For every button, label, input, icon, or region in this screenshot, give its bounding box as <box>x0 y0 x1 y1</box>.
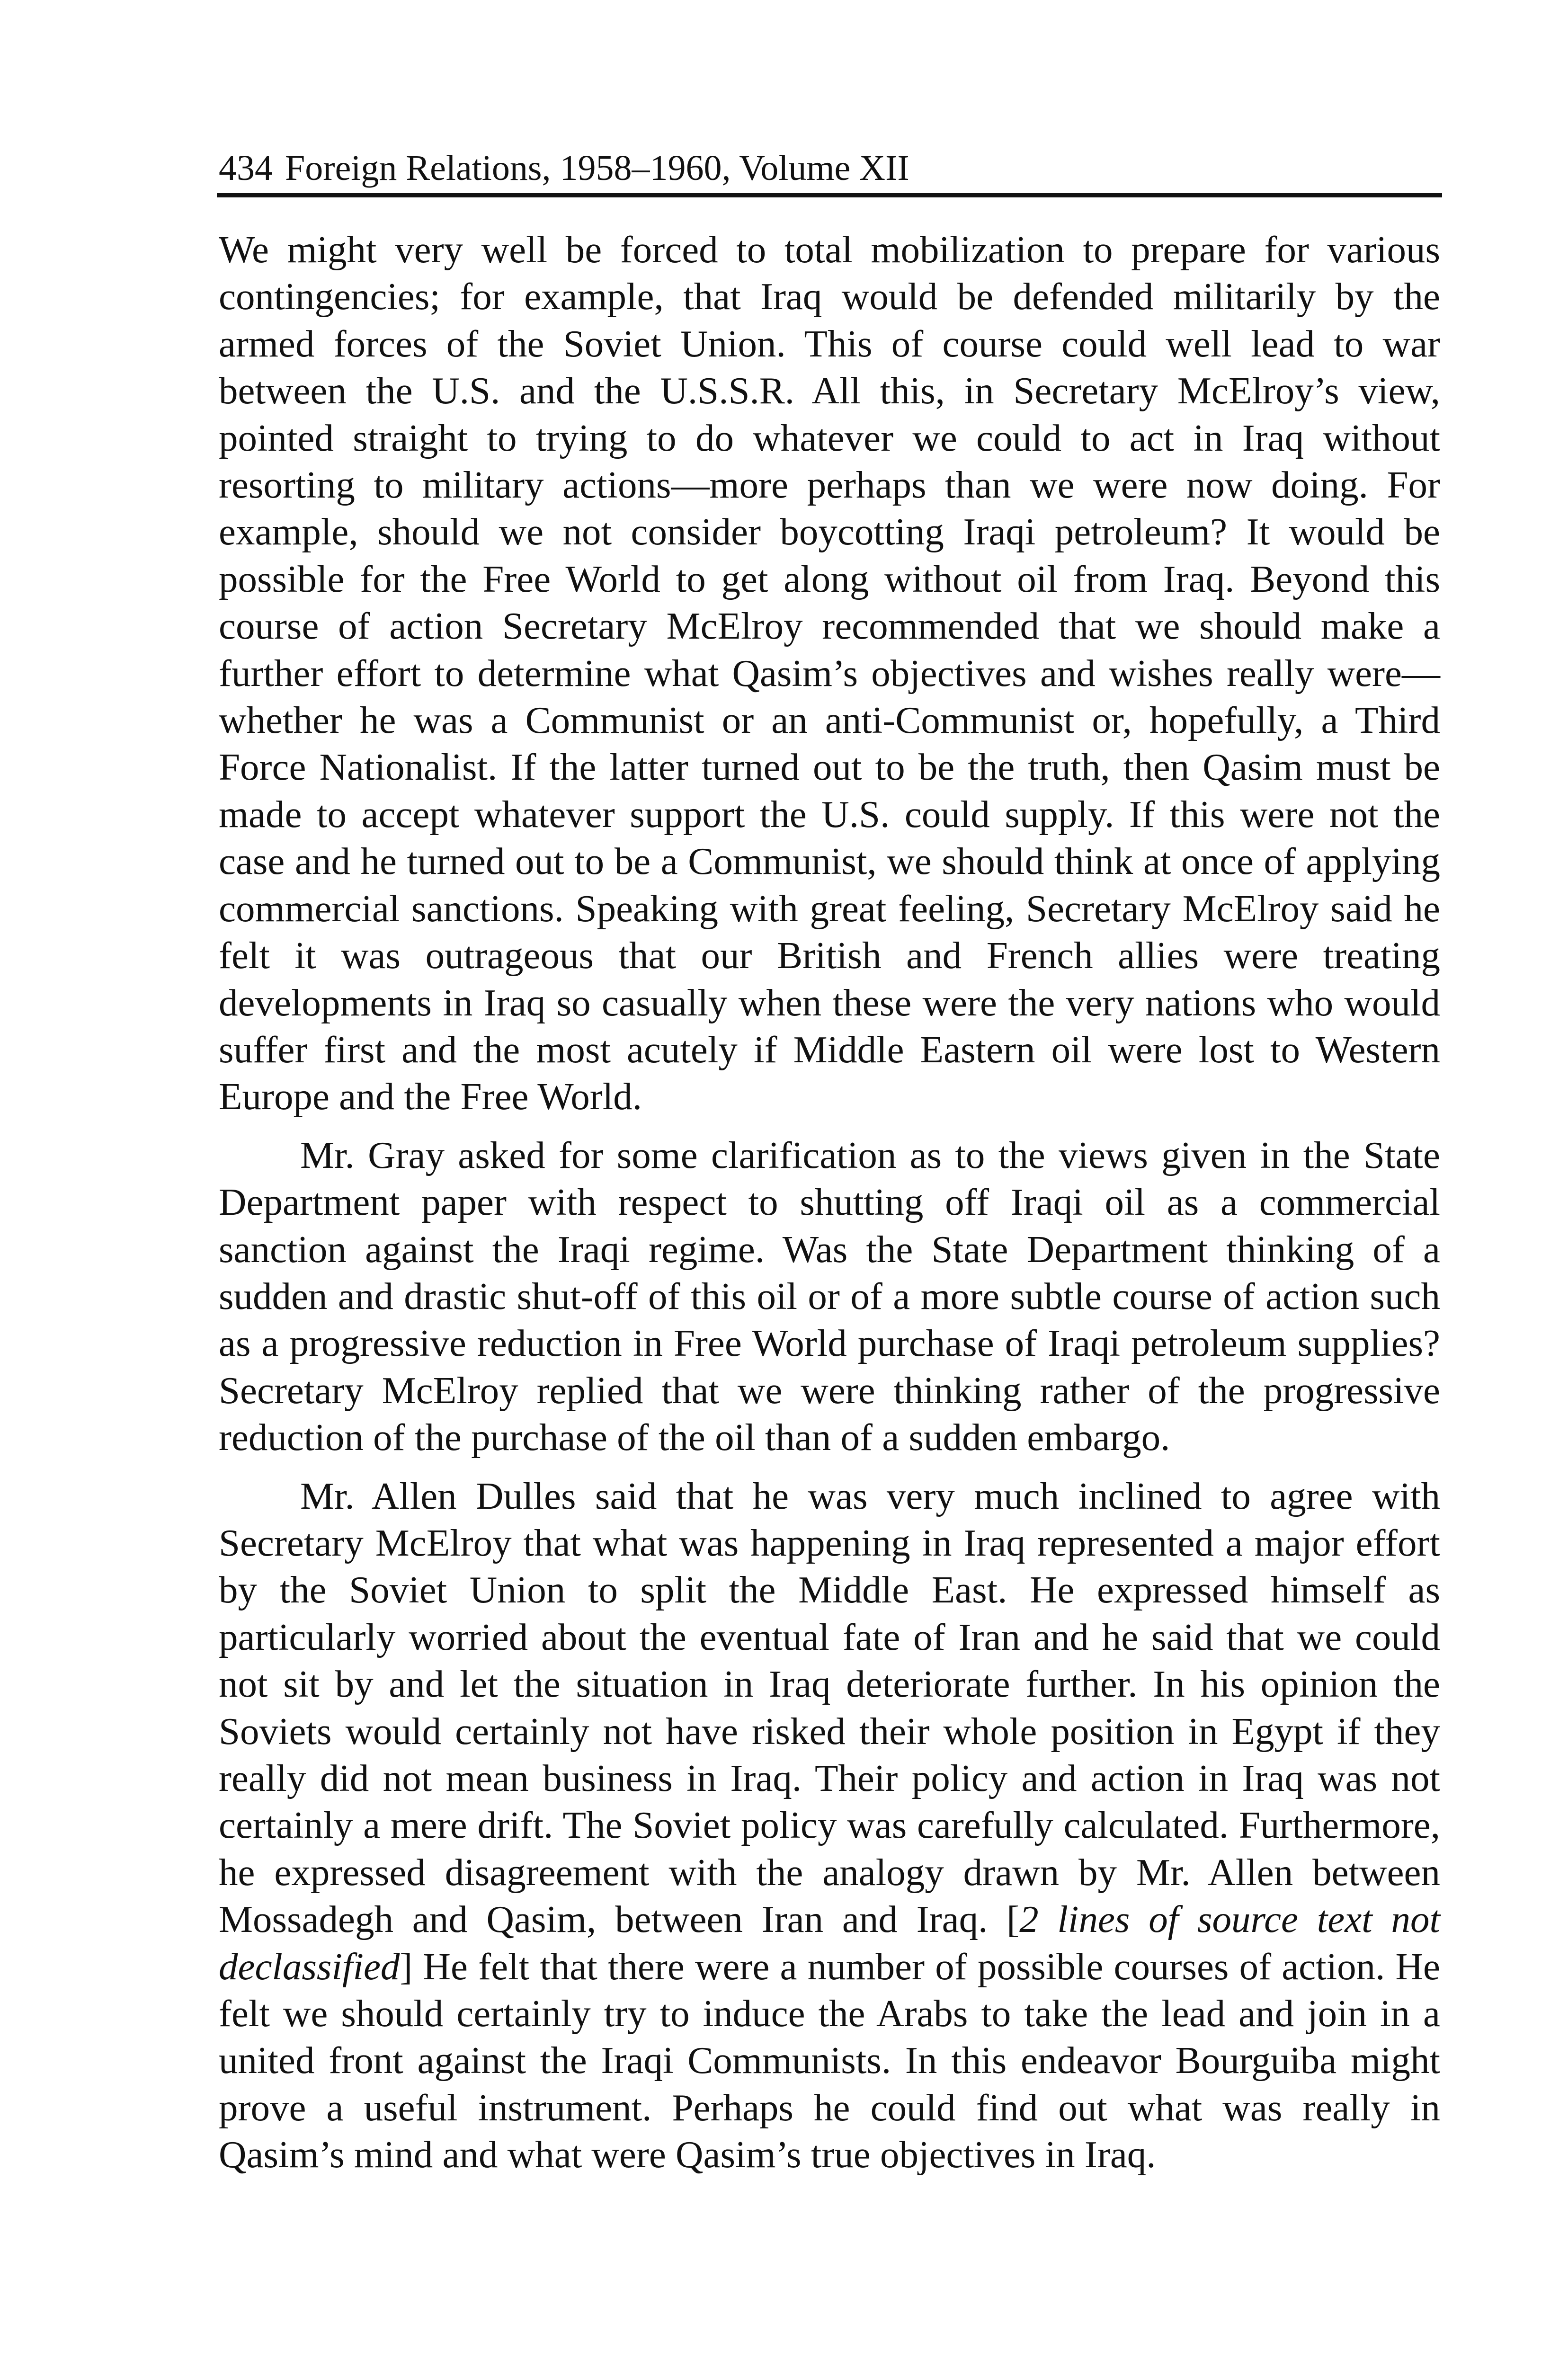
body-text <box>219 226 1440 2190</box>
running-head <box>219 142 1440 194</box>
page-number: 434 <box>219 148 273 188</box>
running-head-title: Foreign Relations, 1958–1960, Volume XII <box>285 148 909 188</box>
paragraph-dulles-text-after: ] He felt that there were a number of possible courses of action. He felt we should certainly try to induce the Arabs to take the lead and join in a united front against the Iraqi Communists. In this endeavor Bourguiba might prove a useful instrument. Perhaps he could find out what was really in Qasim’s mind and what were Qasim’s true objectives in Iraq. <box>219 1945 1440 2176</box>
paragraph-gray-question: Mr. Gray asked for some clarification as to the views given in the State Department paper with respect to shutting off Iraqi oil as a commercial sanction against the Iraqi regime. Was the State Department thinking of a sudden and drastic shut-off of this oil or of a more subtle course of action such as a progressive reduction in Free World purchase of Iraqi petroleum supplies? Secretary McElroy replied that we were thinking rather of the progressive reduction of the purchase of the oil than of a sudden embargo. <box>219 1133 1440 1459</box>
editorial-note: 2 lines of source text not declassified <box>219 1898 1440 1988</box>
paragraph-mcelroy-view: We might very well be forced to total mobilization to prepare for various contingencies; for example, that Iraq would be defended militarily by the armed forces of the Soviet Union. This of course could well lead to war between the U.S. and the U.S.S.R. All this, in Secretary McElroy’s view, pointed straight to trying to do whatever we could to act in Iraq without resorting to military actions—more perhaps than we were now doing. For example, should we not consider boycotting Iraqi petroleum? It would be possible for the Free World to get along without oil from Iraq. Beyond this course of action Secretary McElroy recommended that we should make a further effort to determine what Qasim’s objectives and wishes really were—whether he was a Communist or an anti-Communist or, hopefully, a Third Force Nationalist. If the latter turned out to be the truth, then Qasim must be made to accept whatever support the U.S. could supply. If this were not the case and he turned out to be a Communist, we should think at once of applying commercial sanctions. Speaking with great feeling, Secretary McElroy said he felt it was outrageous that our British and French allies were treating developments in Iraq so casually when these were the very nations who would suffer first and the most acutely if Middle Eastern oil were lost to Western Europe and the Free World. <box>219 228 1440 1118</box>
paragraph-dulles-remarks <box>219 1473 1440 2179</box>
header-rule <box>217 193 1442 197</box>
paragraph-dulles-text-before: Mr. Allen Dulles said that he was very much inclined to agree with Secretary McElroy that what was happening in Iraq represented a major effort by the Soviet Union to split the Middle East. He expressed himself as particularly worried about the eventual fate of Iran and he said that we could not sit by and let the situation in Iraq deteriorate further. In his opinion the Soviets would certainly not have risked their whole position in Egypt if they really did not mean business in Iraq. Their policy and action in Iraq was not certainly a mere drift. The Soviet policy was carefully calculated. Furthermore, he expressed disagreement with the analogy drawn by Mr. Allen between Mossadegh and Qasim, between Iran and Iraq. [ <box>219 1474 1440 1941</box>
